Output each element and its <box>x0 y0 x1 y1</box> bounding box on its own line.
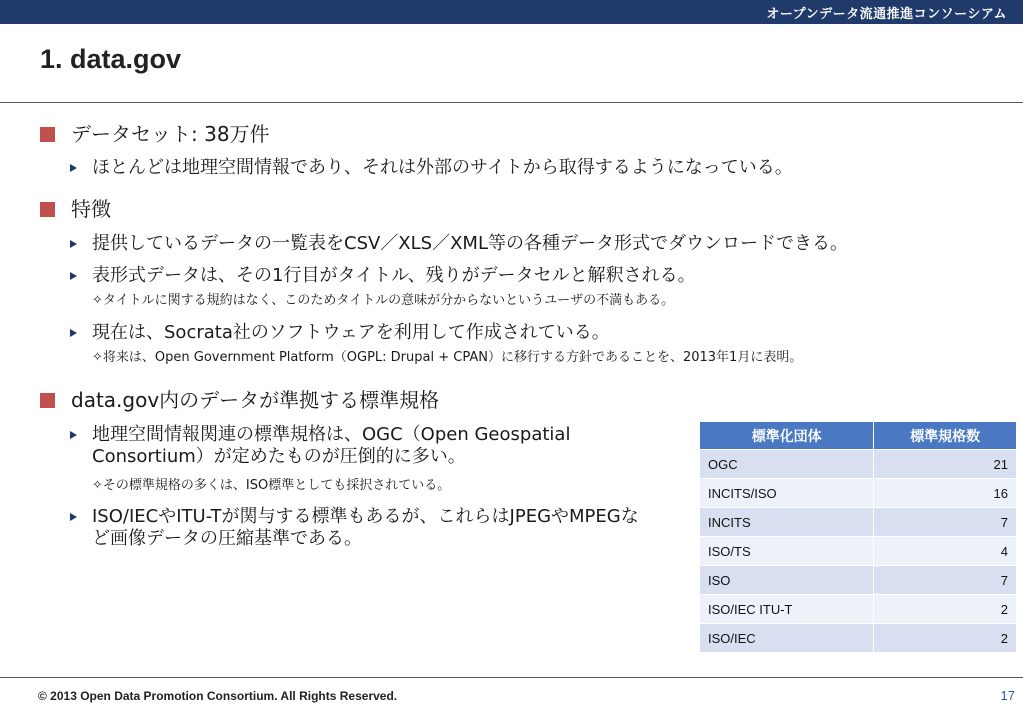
list-item-note: ✧将来は、Open Government Platform（OGPL: Drupal + CPAN）に移行する方針であることを、2013年1月に表明。 <box>92 350 803 365</box>
count-cell: 7 <box>874 566 1017 595</box>
square-bullet-icon <box>40 393 55 408</box>
organization-cell: ISO/IEC ITU-T <box>700 595 874 624</box>
square-bullet-icon <box>40 202 55 217</box>
column-header-organization: 標準化団体 <box>700 422 874 450</box>
table-row <box>700 479 1017 508</box>
count-cell: 7 <box>874 508 1017 537</box>
count-cell: 2 <box>874 624 1017 653</box>
organization-name: オープンデータ流通推進コンソーシアム <box>766 7 1007 22</box>
table-row <box>700 450 1017 479</box>
triangle-bullet-icon <box>70 240 77 248</box>
copyright-notice: © 2013 Open Data Promotion Consortium. All Rights Reserved. <box>38 689 398 703</box>
organization-cell: OGC <box>700 450 874 479</box>
triangle-bullet-icon <box>70 164 77 172</box>
table-row <box>700 537 1017 566</box>
list-item-note: ✧タイトルに関する規約はなく、このためタイトルの意味が分からないというユーザの不満もある。 <box>92 293 675 308</box>
table-header-row <box>700 422 1017 450</box>
table-row <box>700 508 1017 537</box>
organization-cell: ISO/IEC <box>700 624 874 653</box>
square-bullet-icon <box>40 127 55 142</box>
table-row <box>700 595 1017 624</box>
triangle-bullet-icon <box>70 272 77 280</box>
table-row <box>700 566 1017 595</box>
count-cell: 4 <box>874 537 1017 566</box>
organization-cell: ISO <box>700 566 874 595</box>
triangle-bullet-icon <box>70 513 77 521</box>
organization-cell: ISO/TS <box>700 537 874 566</box>
organization-cell: INCITS <box>700 508 874 537</box>
title-divider <box>0 102 1023 103</box>
standards-table <box>699 421 1017 653</box>
column-header-standard-count: 標準規格数 <box>874 422 1017 450</box>
triangle-bullet-icon <box>70 431 77 439</box>
count-cell: 21 <box>874 450 1017 479</box>
header-bar <box>0 0 1023 24</box>
count-cell: 2 <box>874 595 1017 624</box>
page-title: 1. data.gov <box>40 44 182 74</box>
count-cell: 16 <box>874 479 1017 508</box>
organization-cell: INCITS/ISO <box>700 479 874 508</box>
list-item-note: ✧その標準規格の多くは、ISO標準としても採択されている。 <box>92 478 451 493</box>
footer-divider <box>0 677 1023 678</box>
page-number: 17 <box>1000 688 1015 703</box>
triangle-bullet-icon <box>70 329 77 337</box>
table-row <box>700 624 1017 653</box>
